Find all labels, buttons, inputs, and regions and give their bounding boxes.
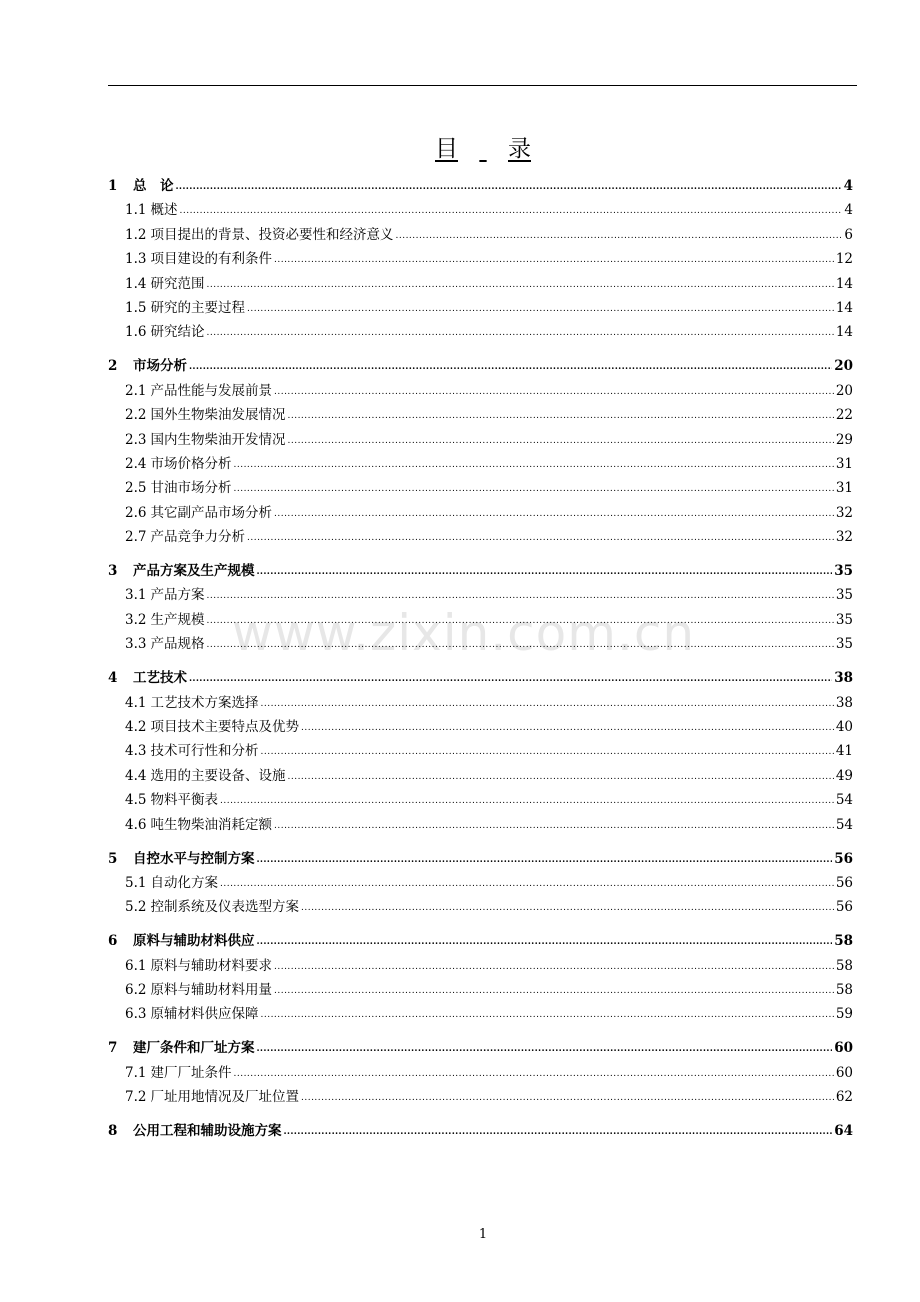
toc-leader-dots xyxy=(274,812,834,838)
toc-leader-dots xyxy=(260,738,833,764)
toc-page-number: 38 xyxy=(834,670,853,687)
toc-section[interactable] xyxy=(108,632,853,656)
toc-title: 研究的主要过程 xyxy=(150,299,245,316)
toc-page-number: 32 xyxy=(835,504,853,521)
toc-title: 国内生物柴油开发情况 xyxy=(150,431,286,448)
toc-section[interactable] xyxy=(108,223,853,247)
toc-title: 原辅材料供应保障 xyxy=(150,1006,259,1023)
toc-leader-dots xyxy=(274,378,834,404)
toc-page-number: 54 xyxy=(835,816,853,833)
toc-number: 4.2 xyxy=(125,718,147,735)
toc-number: 6.1 xyxy=(125,957,147,974)
toc-title: 项目建设的有利条件 xyxy=(150,251,272,268)
toc-title: 吨生物柴油消耗定额 xyxy=(150,816,272,833)
toc-page-number: 4 xyxy=(843,178,853,194)
toc-page-number: 41 xyxy=(835,743,853,760)
header-rule xyxy=(108,85,857,86)
toc-number: 7.2 xyxy=(125,1089,147,1106)
toc-page-number: 35 xyxy=(835,587,853,604)
toc-title: 其它副产品市场分析 xyxy=(150,504,272,521)
toc-leader-dots xyxy=(233,1060,833,1086)
toc-leader-dots xyxy=(206,319,833,345)
toc-section[interactable] xyxy=(108,198,853,222)
title-char-first: 目 xyxy=(435,136,458,162)
toc-page-number: 54 xyxy=(835,792,853,809)
toc-chapter[interactable] xyxy=(108,559,853,583)
toc-title: 技术可行性和分析 xyxy=(150,743,259,760)
toc-page-number: 6 xyxy=(844,226,853,243)
toc-leader-dots xyxy=(206,607,833,633)
toc-chapter[interactable] xyxy=(108,1119,853,1143)
toc-section[interactable] xyxy=(108,608,853,632)
toc-section[interactable] xyxy=(108,525,853,549)
toc-title: 建厂厂址条件 xyxy=(150,1064,232,1081)
toc-page-number: 56 xyxy=(835,874,853,891)
toc-number: 4.4 xyxy=(125,767,147,784)
toc-title: 甘油市场分析 xyxy=(150,480,232,497)
toc-title: 原料与辅助材料供应 xyxy=(133,933,255,950)
toc-page-number: 62 xyxy=(835,1089,853,1106)
toc-number: 2.2 xyxy=(125,407,147,424)
toc-section[interactable] xyxy=(108,871,853,895)
toc-title: 市场分析 xyxy=(133,358,187,375)
toc-leader-dots xyxy=(206,631,833,657)
toc-leader-dots xyxy=(176,173,842,199)
toc-leader-dots xyxy=(257,1035,833,1061)
toc-section[interactable] xyxy=(108,1061,853,1085)
toc-leader-dots xyxy=(257,928,833,954)
toc-number: 5.1 xyxy=(125,874,147,891)
toc-title: 工艺技术 xyxy=(133,670,187,687)
toc-section[interactable] xyxy=(108,691,853,715)
toc-section[interactable] xyxy=(108,247,853,271)
toc-number: 6 xyxy=(108,933,118,950)
toc-number: 3.1 xyxy=(125,587,147,604)
toc-number: 7 xyxy=(108,1040,118,1057)
toc-leader-dots xyxy=(301,714,834,740)
toc-title: 项目技术主要特点及优势 xyxy=(150,718,299,735)
toc-page-number: 60 xyxy=(835,1064,853,1081)
toc-leader-dots xyxy=(287,763,833,789)
toc-page-number: 59 xyxy=(835,1006,853,1023)
toc-page-number: 22 xyxy=(835,407,853,424)
toc-leader-dots xyxy=(247,524,834,550)
toc-leader-dots xyxy=(284,1118,833,1144)
toc-title: 建厂条件和厂址方案 xyxy=(133,1040,255,1057)
toc-title: 概述 xyxy=(150,202,178,219)
toc-leader-dots xyxy=(206,271,833,297)
toc-number: 1.5 xyxy=(125,299,147,316)
toc-leader-dots xyxy=(220,870,834,896)
toc-title: 自控水平与控制方案 xyxy=(133,850,255,867)
toc-title: 市场价格分析 xyxy=(150,455,232,472)
toc-page-number: 56 xyxy=(834,850,853,867)
watermark: www.zixin.com.cn xyxy=(232,604,696,662)
toc-number: 2.7 xyxy=(125,529,147,546)
toc-page-number: 4 xyxy=(844,202,853,219)
toc-title: 公用工程和辅助设施方案 xyxy=(133,1123,282,1140)
toc-title: 厂址用地情况及厂址位置 xyxy=(150,1089,299,1106)
toc-number: 2.1 xyxy=(125,382,147,399)
toc-title: 产品竞争力分析 xyxy=(150,529,245,546)
toc-page-number: 29 xyxy=(835,431,853,448)
toc-leader-dots xyxy=(257,558,833,584)
toc-title: 产品方案及生产规模 xyxy=(133,563,255,580)
toc-page-number: 35 xyxy=(834,563,853,580)
toc-title: 产品方案 xyxy=(150,587,205,604)
toc-page-number: 32 xyxy=(835,529,853,546)
toc-page-number: 49 xyxy=(835,767,853,784)
toc-page-number: 58 xyxy=(835,982,853,999)
toc-title: 国外生物柴油发展情况 xyxy=(150,407,286,424)
toc-title: 产品规格 xyxy=(150,636,205,653)
toc-leader-dots xyxy=(233,475,833,501)
toc-section[interactable] xyxy=(108,379,853,403)
toc-leader-dots xyxy=(274,977,834,1003)
toc-page-number: 12 xyxy=(835,251,853,268)
toc-number: 1.1 xyxy=(125,202,147,219)
toc-page-number: 60 xyxy=(834,1040,853,1057)
toc-number: 6.2 xyxy=(125,982,147,999)
toc-title: 项目提出的背景、投资必要性和经济意义 xyxy=(150,226,394,243)
table-of-contents xyxy=(108,174,853,1144)
title-char-second: 录 xyxy=(508,136,531,162)
toc-title: 研究结论 xyxy=(150,324,205,341)
toc-title: 选用的主要设备、设施 xyxy=(150,767,286,784)
toc-section[interactable] xyxy=(108,296,853,320)
toc-leader-dots xyxy=(189,353,832,379)
toc-title: 原料与辅助材料要求 xyxy=(150,957,272,974)
toc-number: 4.6 xyxy=(125,816,147,833)
toc-page-number: 35 xyxy=(835,636,853,653)
toc-page-number: 14 xyxy=(835,324,853,341)
toc-number: 3.3 xyxy=(125,636,147,653)
toc-leader-dots xyxy=(179,197,841,223)
toc-number: 8 xyxy=(108,1123,118,1140)
toc-title: 工艺技术方案选择 xyxy=(150,694,259,711)
toc-number: 4.5 xyxy=(125,792,147,809)
toc-page-number: 20 xyxy=(834,358,853,375)
toc-number: 1 xyxy=(108,178,118,194)
toc-chapter[interactable] xyxy=(108,847,853,871)
toc-section[interactable] xyxy=(108,954,853,978)
toc-number: 7.1 xyxy=(125,1064,147,1081)
toc-section[interactable] xyxy=(108,428,853,452)
toc-chapter[interactable] xyxy=(108,929,853,953)
toc-leader-dots xyxy=(287,427,833,453)
toc-page-number: 40 xyxy=(835,718,853,735)
toc-section[interactable] xyxy=(108,272,853,296)
toc-number: 3 xyxy=(108,563,118,580)
toc-page-number: 64 xyxy=(834,1123,853,1140)
toc-leader-dots xyxy=(260,690,833,716)
toc-number: 1.3 xyxy=(125,251,147,268)
toc-leader-dots xyxy=(395,222,841,248)
toc-section[interactable] xyxy=(108,1085,853,1109)
toc-title: 研究范围 xyxy=(150,275,205,292)
toc-chapter[interactable] xyxy=(108,354,853,378)
toc-chapter[interactable] xyxy=(108,174,853,198)
toc-number: 5 xyxy=(108,850,118,867)
toc-page-number: 38 xyxy=(835,694,853,711)
toc-section[interactable] xyxy=(108,452,853,476)
toc-section[interactable] xyxy=(108,1002,853,1026)
toc-leader-dots xyxy=(220,787,834,813)
page-number: 1 xyxy=(478,1227,488,1242)
toc-page-number: 14 xyxy=(835,275,853,292)
toc-leader-dots xyxy=(274,246,834,272)
toc-leader-dots xyxy=(233,451,833,477)
toc-number: 1.2 xyxy=(125,226,147,243)
toc-title: 物料平衡表 xyxy=(150,792,218,809)
toc-number: 4.3 xyxy=(125,743,147,760)
toc-page-number: 58 xyxy=(834,933,853,950)
toc-chapter[interactable] xyxy=(108,1036,853,1060)
toc-section[interactable] xyxy=(108,813,853,837)
toc-page-number: 56 xyxy=(835,899,853,916)
toc-chapter[interactable] xyxy=(108,666,853,690)
toc-section[interactable] xyxy=(108,476,853,500)
toc-leader-dots xyxy=(287,402,833,428)
toc-leader-dots xyxy=(301,1084,834,1110)
toc-section[interactable] xyxy=(108,583,853,607)
toc-leader-dots xyxy=(274,500,834,526)
toc-number: 2.3 xyxy=(125,431,147,448)
toc-number: 2.4 xyxy=(125,455,147,472)
toc-number: 2.5 xyxy=(125,480,147,497)
toc-number: 2 xyxy=(108,358,118,375)
toc-page-number: 35 xyxy=(835,611,853,628)
toc-title: 总 论 xyxy=(133,178,174,194)
toc-section[interactable] xyxy=(108,978,853,1002)
title-gap xyxy=(458,132,508,166)
toc-number: 4 xyxy=(108,670,118,687)
page-title xyxy=(0,132,920,166)
toc-title: 生产规模 xyxy=(150,611,205,628)
toc-number: 1.4 xyxy=(125,275,147,292)
toc-leader-dots xyxy=(247,295,834,321)
toc-page-number: 31 xyxy=(835,480,853,497)
toc-section[interactable] xyxy=(108,739,853,763)
toc-page-number: 14 xyxy=(835,299,853,316)
toc-title: 控制系统及仪表选型方案 xyxy=(150,899,299,916)
toc-title: 原料与辅助材料用量 xyxy=(150,982,272,999)
toc-leader-dots xyxy=(301,894,834,920)
toc-section[interactable] xyxy=(108,715,853,739)
toc-leader-dots xyxy=(206,582,833,608)
toc-leader-dots xyxy=(189,665,832,691)
toc-section[interactable] xyxy=(108,403,853,427)
toc-leader-dots xyxy=(257,846,833,872)
toc-section[interactable] xyxy=(108,788,853,812)
toc-number: 1.6 xyxy=(125,324,147,341)
toc-section[interactable] xyxy=(108,895,853,919)
toc-leader-dots xyxy=(260,1001,833,1027)
toc-page-number: 58 xyxy=(835,957,853,974)
toc-number: 5.2 xyxy=(125,899,147,916)
toc-number: 6.3 xyxy=(125,1006,147,1023)
toc-page-number: 31 xyxy=(835,455,853,472)
toc-title: 自动化方案 xyxy=(150,874,218,891)
toc-page-number: 20 xyxy=(835,382,853,399)
toc-section[interactable] xyxy=(108,764,853,788)
toc-section[interactable] xyxy=(108,501,853,525)
toc-number: 3.2 xyxy=(125,611,147,628)
toc-leader-dots xyxy=(274,953,834,979)
toc-number: 4.1 xyxy=(125,694,147,711)
toc-number: 2.6 xyxy=(125,504,147,521)
toc-section[interactable] xyxy=(108,320,853,344)
toc-title: 产品性能与发展前景 xyxy=(150,382,272,399)
